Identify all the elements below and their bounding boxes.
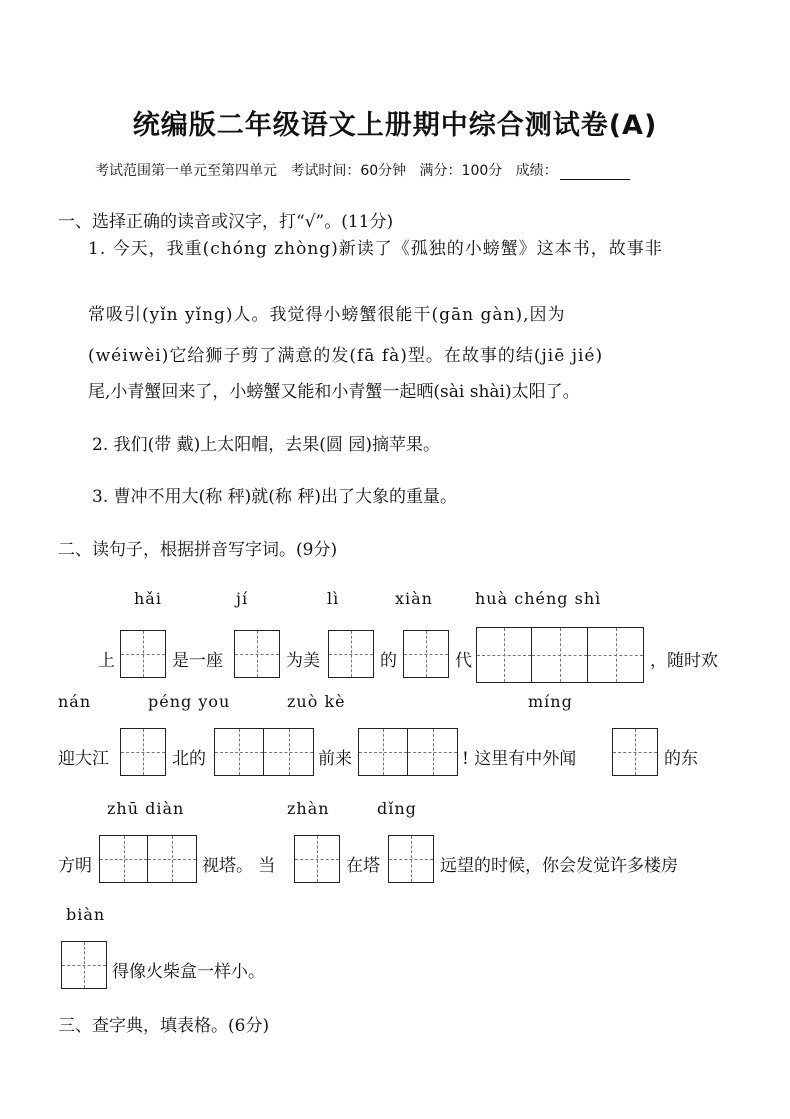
answer-box-zhudian[interactable] [99,835,197,883]
line1-text-2: 是一座 [172,651,223,671]
q1-line3: (wéiwèi)它给狮子剪了满意的发(fā fà)型。在故事的结(jiē jié) [88,346,604,366]
answer-box-li[interactable] [328,630,374,678]
line1-text-5: 代 [455,651,472,671]
exam-result-label: 成绩： [515,163,558,179]
answer-box-ming[interactable] [612,728,658,776]
pinyin-hai: hǎi [134,589,162,608]
pinyin-nan: nán [58,692,92,711]
line1-text-6: ，随时欢 [650,651,718,671]
exam-time: 考试时间：60分钟 [290,163,407,179]
answer-box-bian[interactable] [61,941,107,989]
answer-box-zhan[interactable] [294,835,340,883]
answer-box-pengyou[interactable] [214,728,314,776]
pinyin-ming: míng [528,692,573,711]
answer-box-hai[interactable] [120,630,166,678]
answer-box-ji[interactable] [234,630,280,678]
line4-text-1: 得像火柴盒一样小。 [112,962,265,982]
pinyin-pengyou: péng you [148,692,231,711]
line1-text-1: 上 [98,651,115,671]
line1-text-4: 的 [380,651,397,671]
pinyin-li: lì [327,589,340,608]
answer-box-huachengshi[interactable] [476,627,644,683]
pinyin-xian: xiàn [395,589,433,608]
q3-line: 3. 曹冲不用大(称 秤)就(称 秤)出了大象的重量。 [92,487,457,507]
pinyin-zhan: zhàn [287,799,330,818]
result-blank[interactable] [560,165,630,180]
exam-full-score: 满分：100分 [419,163,503,179]
section1-heading: 一、选择正确的读音或汉字，打“√”。(11分) [58,212,394,232]
q1-line2: 常吸引(yǐn yǐng)人。我觉得小螃蟹很能干(gān gàn),因为 [88,305,566,325]
pinyin-ji: jí [236,589,249,608]
answer-box-zuoke[interactable] [358,728,458,776]
page-title: 统编版二年级语文上册期中综合测试卷(A) [132,110,658,141]
line2-text-3: 前来 [318,749,352,769]
line2-text-4: ! 这里有中外闻 [462,749,577,769]
section3-heading: 三、查字典，填表格。(6分) [58,1016,270,1036]
line3-text-3: 在塔 [346,856,380,876]
line2-text-1: 迎大江 [58,749,109,769]
answer-box-ding[interactable] [388,835,434,883]
line3-text-2: 视塔。 当 [202,856,276,876]
q1-line4: 尾,小青蟹回来了，小螃蟹又能和小青蟹一起晒(sài shài)太阳了。 [88,382,580,402]
line2-text-5: 的东 [664,749,698,769]
section2-heading: 二、读句子，根据拼音写字词。(9分) [58,540,338,560]
line1-text-3: 为美 [286,651,320,671]
line2-text-2: 北的 [172,749,206,769]
line3-text-4: 远望的时候，你会发觉许多楼房 [440,856,678,876]
exam-info [95,160,630,180]
q1-line1: 1. 今天，我重(chóng zhòng)新读了《孤独的小螃蟹》这本书，故事非 [88,239,663,259]
pinyin-zhudian: zhū diàn [107,799,185,818]
exam-scope: 考试范围第一单元至第四单元 [95,163,277,179]
pinyin-ding: dǐng [377,799,417,818]
answer-box-xian[interactable] [403,630,449,678]
q2-line: 2. 我们(带 戴)上太阳帽，去果(圆 园)摘苹果。 [92,435,440,455]
pinyin-huachengshi: huà chéng shì [475,589,602,608]
pinyin-zuoke: zuò kè [287,692,346,711]
pinyin-bian: biàn [66,905,106,924]
answer-box-nan[interactable] [120,728,166,776]
line3-text-1: 方明 [58,856,92,876]
